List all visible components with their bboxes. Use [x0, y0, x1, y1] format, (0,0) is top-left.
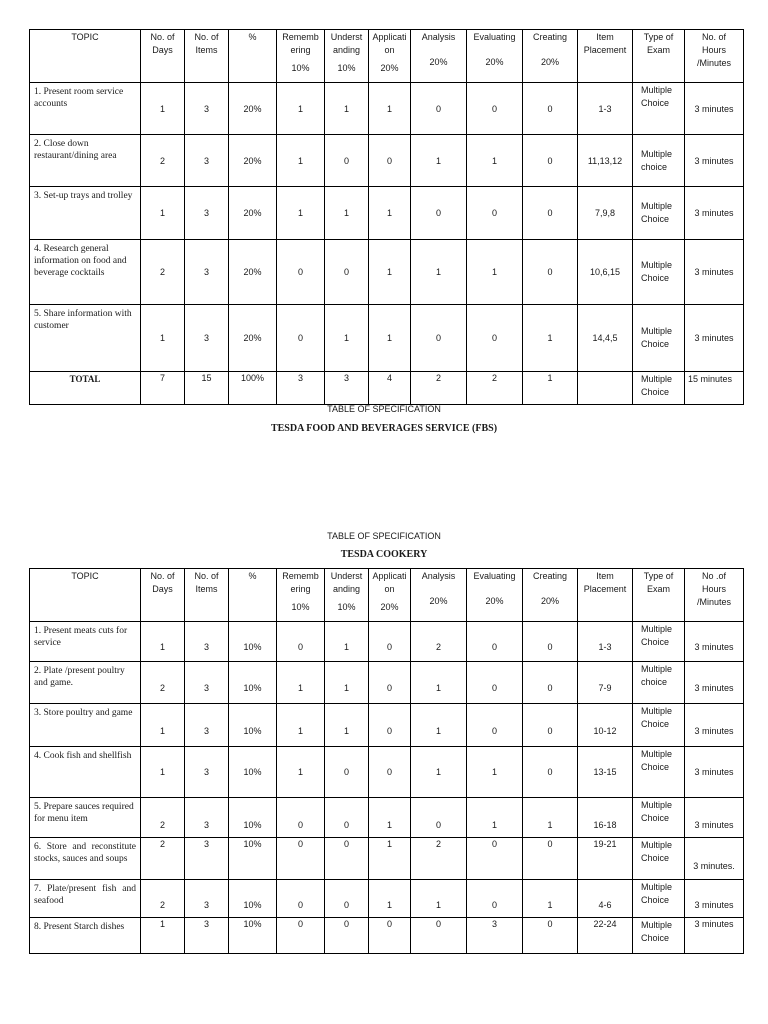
creating-cell: 0 — [523, 747, 578, 798]
days-cell: 2 — [141, 880, 185, 918]
remembering-cell: 1 — [277, 83, 325, 135]
percent-cell: 10% — [229, 838, 277, 880]
cookery-caption: TABLE OF SPECIFICATION — [327, 531, 441, 541]
topic-cell: 4. Cook fish and shellfish — [30, 747, 141, 798]
evaluating-cell: 1 — [467, 135, 523, 187]
days-cell: 1 — [141, 704, 185, 747]
percent-cell: 10% — [229, 747, 277, 798]
creating-cell: 0 — [523, 704, 578, 747]
days-cell: 1 — [141, 305, 185, 372]
items-cell: 3 — [185, 135, 229, 187]
days-cell: 2 — [141, 662, 185, 704]
placement-cell: 14,4,5 — [578, 305, 633, 372]
total-items: 15 — [185, 372, 229, 405]
percent-cell: 20% — [229, 83, 277, 135]
exam-type-cell: Multiple Choice — [633, 798, 685, 838]
header-exam-type: Type of Exam — [633, 30, 685, 83]
header-topic: TOPIC — [30, 30, 141, 83]
creating-cell: 1 — [523, 305, 578, 372]
header-items: No. of Items — [185, 569, 229, 622]
analysis-cell: 1 — [411, 747, 467, 798]
evaluating-cell: 1 — [467, 240, 523, 305]
hours-cell: 3 minutes — [685, 305, 744, 372]
placement-cell: 16-18 — [578, 798, 633, 838]
placement-cell: 22-24 — [578, 918, 633, 954]
remembering-cell: 0 — [277, 240, 325, 305]
hours-cell: 3 minutes. — [685, 838, 744, 880]
header-items: No. of Items — [185, 30, 229, 83]
header-evaluating: Evaluating 20% — [467, 30, 523, 83]
percent-cell: 20% — [229, 240, 277, 305]
days-cell: 1 — [141, 747, 185, 798]
remembering-cell: 0 — [277, 918, 325, 954]
remembering-cell: 1 — [277, 135, 325, 187]
percent-cell: 20% — [229, 187, 277, 240]
items-cell: 3 — [185, 747, 229, 798]
understanding-cell: 0 — [325, 747, 369, 798]
items-cell: 3 — [185, 918, 229, 954]
placement-cell: 1-3 — [578, 622, 633, 662]
topic-cell: 6. Store and reconstitute stocks, sauces and soups — [30, 838, 141, 880]
days-cell: 2 — [141, 838, 185, 880]
items-cell: 3 — [185, 187, 229, 240]
application-cell: 1 — [369, 240, 411, 305]
header-creating: Creating 20% — [523, 30, 578, 83]
header-exam-type: Type of Exam — [633, 569, 685, 622]
hours-cell: 3 minutes — [685, 747, 744, 798]
evaluating-cell: 0 — [467, 704, 523, 747]
application-cell: 1 — [369, 838, 411, 880]
creating-cell: 0 — [523, 662, 578, 704]
total-percent: 100% — [229, 372, 277, 405]
days-cell: 2 — [141, 240, 185, 305]
percent-cell: 10% — [229, 662, 277, 704]
evaluating-cell: 0 — [467, 83, 523, 135]
table-row — [30, 918, 744, 954]
evaluating-cell: 1 — [467, 747, 523, 798]
items-cell: 3 — [185, 704, 229, 747]
header-understanding: Underst anding 10% — [325, 30, 369, 83]
header-remembering: Rememb ering 10% — [277, 30, 325, 83]
creating-cell: 0 — [523, 83, 578, 135]
hours-cell: 3 minutes — [685, 798, 744, 838]
percent-cell: 10% — [229, 880, 277, 918]
items-cell: 3 — [185, 240, 229, 305]
table-row — [30, 880, 744, 918]
hours-cell: 3 minutes — [685, 240, 744, 305]
table-row — [30, 622, 744, 662]
creating-cell: 1 — [523, 880, 578, 918]
hours-cell: 3 minutes — [685, 187, 744, 240]
analysis-cell: 1 — [411, 880, 467, 918]
exam-type-cell: Multiple Choice — [633, 187, 685, 240]
remembering-cell: 1 — [277, 662, 325, 704]
items-cell: 3 — [185, 305, 229, 372]
hours-cell: 3 minutes — [685, 135, 744, 187]
days-cell: 2 — [141, 798, 185, 838]
header-analysis: Analysis 20% — [411, 30, 467, 83]
application-cell: 1 — [369, 305, 411, 372]
table-row — [30, 704, 744, 747]
application-cell: 0 — [369, 662, 411, 704]
application-cell: 0 — [369, 918, 411, 954]
table-row — [30, 83, 744, 135]
topic-cell: 1. Present room service accounts — [30, 83, 141, 135]
exam-type-cell: Multiple Choice — [633, 918, 685, 954]
items-cell: 3 — [185, 798, 229, 838]
table-row — [30, 662, 744, 704]
hours-cell: 3 minutes — [685, 918, 744, 954]
analysis-cell: 1 — [411, 135, 467, 187]
hours-cell: 3 minutes — [685, 83, 744, 135]
total-exam-type: Multiple Choice — [633, 372, 685, 405]
remembering-cell: 0 — [277, 798, 325, 838]
header-application: Applicati on 20% — [369, 30, 411, 83]
placement-cell: 7-9 — [578, 662, 633, 704]
understanding-cell: 0 — [325, 240, 369, 305]
hours-cell: 3 minutes — [685, 704, 744, 747]
topic-cell: 2. Plate /present poultry and game. — [30, 662, 141, 704]
understanding-cell: 1 — [325, 704, 369, 747]
remembering-cell: 0 — [277, 880, 325, 918]
header-hours: No. of Hours /Minutes — [685, 30, 744, 83]
header-days: No. of Days — [141, 30, 185, 83]
header-understanding: Underst anding 10% — [325, 569, 369, 622]
understanding-cell: 1 — [325, 187, 369, 240]
application-cell: 1 — [369, 187, 411, 240]
days-cell: 1 — [141, 187, 185, 240]
items-cell: 3 — [185, 838, 229, 880]
table-row — [30, 798, 744, 838]
table-row — [30, 135, 744, 187]
placement-cell: 4-6 — [578, 880, 633, 918]
analysis-cell: 1 — [411, 662, 467, 704]
exam-type-cell: Multiple choice — [633, 135, 685, 187]
header-evaluating: Evaluating 20% — [467, 569, 523, 622]
topic-cell: 8. Present Starch dishes — [30, 918, 141, 954]
total-placement — [578, 372, 633, 405]
understanding-cell: 0 — [325, 798, 369, 838]
topic-cell: 3. Store poultry and game — [30, 704, 141, 747]
topic-cell: 5. Prepare sauces required for menu item — [30, 798, 141, 838]
table-row — [30, 240, 744, 305]
analysis-cell: 0 — [411, 187, 467, 240]
analysis-cell: 0 — [411, 305, 467, 372]
application-cell: 1 — [369, 83, 411, 135]
creating-cell: 1 — [523, 798, 578, 838]
application-cell: 0 — [369, 704, 411, 747]
percent-cell: 10% — [229, 704, 277, 747]
creating-cell: 0 — [523, 838, 578, 880]
days-cell: 2 — [141, 135, 185, 187]
application-cell: 0 — [369, 622, 411, 662]
evaluating-cell: 1 — [467, 798, 523, 838]
remembering-cell: 1 — [277, 187, 325, 240]
total-remembering: 3 — [277, 372, 325, 405]
exam-type-cell: Multiple Choice — [633, 838, 685, 880]
total-application: 4 — [369, 372, 411, 405]
evaluating-cell: 0 — [467, 187, 523, 240]
placement-cell: 1-3 — [578, 83, 633, 135]
topic-cell: 3. Set-up trays and trolley — [30, 187, 141, 240]
application-cell: 0 — [369, 747, 411, 798]
total-analysis: 2 — [411, 372, 467, 405]
exam-type-cell: Multiple Choice — [633, 747, 685, 798]
cookery-title: TESDA COOKERY — [340, 549, 428, 560]
header-percent: % — [229, 30, 277, 83]
hours-cell: 3 minutes — [685, 880, 744, 918]
days-cell: 1 — [141, 918, 185, 954]
table-header-row — [30, 569, 744, 622]
application-cell: 0 — [369, 135, 411, 187]
header-percent: % — [229, 569, 277, 622]
total-row — [30, 372, 744, 405]
evaluating-cell: 0 — [467, 662, 523, 704]
total-days: 7 — [141, 372, 185, 405]
percent-cell: 20% — [229, 135, 277, 187]
exam-type-cell: Multiple choice — [633, 662, 685, 704]
placement-cell: 19-21 — [578, 838, 633, 880]
evaluating-cell: 0 — [467, 305, 523, 372]
items-cell: 3 — [185, 662, 229, 704]
application-cell: 1 — [369, 880, 411, 918]
percent-cell: 20% — [229, 305, 277, 372]
evaluating-cell: 3 — [467, 918, 523, 954]
exam-type-cell: Multiple Choice — [633, 622, 685, 662]
application-cell: 1 — [369, 798, 411, 838]
percent-cell: 10% — [229, 918, 277, 954]
header-item-placement: Item Placement — [578, 30, 633, 83]
exam-type-cell: Multiple Choice — [633, 704, 685, 747]
understanding-cell: 0 — [325, 880, 369, 918]
topic-cell: 2. Close down restaurant/dining area — [30, 135, 141, 187]
percent-cell: 10% — [229, 798, 277, 838]
items-cell: 3 — [185, 622, 229, 662]
exam-type-cell: Multiple Choice — [633, 305, 685, 372]
analysis-cell: 1 — [411, 704, 467, 747]
remembering-cell: 0 — [277, 305, 325, 372]
percent-cell: 10% — [229, 622, 277, 662]
items-cell: 3 — [185, 880, 229, 918]
placement-cell: 10-12 — [578, 704, 633, 747]
understanding-cell: 1 — [325, 83, 369, 135]
evaluating-cell: 0 — [467, 838, 523, 880]
header-application: Applicati on 20% — [369, 569, 411, 622]
header-creating: Creating 20% — [523, 569, 578, 622]
cookery-spec-table — [29, 568, 744, 954]
placement-cell: 10,6,15 — [578, 240, 633, 305]
exam-type-cell: Multiple Choice — [633, 240, 685, 305]
understanding-cell: 1 — [325, 622, 369, 662]
remembering-cell: 0 — [277, 622, 325, 662]
placement-cell: 11,13,12 — [578, 135, 633, 187]
creating-cell: 0 — [523, 622, 578, 662]
table-row — [30, 187, 744, 240]
understanding-cell: 1 — [325, 305, 369, 372]
total-evaluating: 2 — [467, 372, 523, 405]
total-hours: 15 minutes — [685, 372, 744, 405]
topic-cell: 5. Share information with customer — [30, 305, 141, 372]
days-cell: 1 — [141, 83, 185, 135]
exam-type-cell: Multiple Choice — [633, 83, 685, 135]
remembering-cell: 0 — [277, 838, 325, 880]
fbs-title: TESDA FOOD AND BEVERAGES SERVICE (FBS) — [270, 423, 498, 434]
understanding-cell: 0 — [325, 918, 369, 954]
header-analysis: Analysis 20% — [411, 569, 467, 622]
remembering-cell: 1 — [277, 747, 325, 798]
table-row — [30, 305, 744, 372]
header-topic: TOPIC — [30, 569, 141, 622]
days-cell: 1 — [141, 622, 185, 662]
understanding-cell: 1 — [325, 662, 369, 704]
placement-cell: 13-15 — [578, 747, 633, 798]
analysis-cell: 0 — [411, 798, 467, 838]
fbs-spec-table — [29, 29, 744, 405]
header-item-placement: Item Placement — [578, 569, 633, 622]
analysis-cell: 0 — [411, 83, 467, 135]
total-understanding: 3 — [325, 372, 369, 405]
hours-cell: 3 minutes — [685, 662, 744, 704]
creating-cell: 0 — [523, 135, 578, 187]
analysis-cell: 1 — [411, 240, 467, 305]
exam-type-cell: Multiple Choice — [633, 880, 685, 918]
creating-cell: 0 — [523, 918, 578, 954]
header-hours: No .of Hours /Minutes — [685, 569, 744, 622]
total-label: TOTAL — [30, 372, 141, 405]
analysis-cell: 2 — [411, 622, 467, 662]
remembering-cell: 1 — [277, 704, 325, 747]
creating-cell: 0 — [523, 187, 578, 240]
analysis-cell: 0 — [411, 918, 467, 954]
table-row — [30, 838, 744, 880]
header-days: No. of Days — [141, 569, 185, 622]
topic-cell: 4. Research general information on food and beverage cocktails — [30, 240, 141, 305]
topic-cell: 1. Present meats cuts for service — [30, 622, 141, 662]
hours-cell: 3 minutes — [685, 622, 744, 662]
analysis-cell: 2 — [411, 838, 467, 880]
understanding-cell: 0 — [325, 135, 369, 187]
placement-cell: 7,9,8 — [578, 187, 633, 240]
table-header-row — [30, 30, 744, 83]
topic-cell: 7. Plate/present fish and seafood — [30, 880, 141, 918]
understanding-cell: 0 — [325, 838, 369, 880]
items-cell: 3 — [185, 83, 229, 135]
evaluating-cell: 0 — [467, 622, 523, 662]
table-row — [30, 747, 744, 798]
creating-cell: 0 — [523, 240, 578, 305]
header-remembering: Rememb ering 10% — [277, 569, 325, 622]
evaluating-cell: 0 — [467, 880, 523, 918]
total-creating: 1 — [523, 372, 578, 405]
fbs-caption: TABLE OF SPECIFICATION — [327, 404, 441, 414]
